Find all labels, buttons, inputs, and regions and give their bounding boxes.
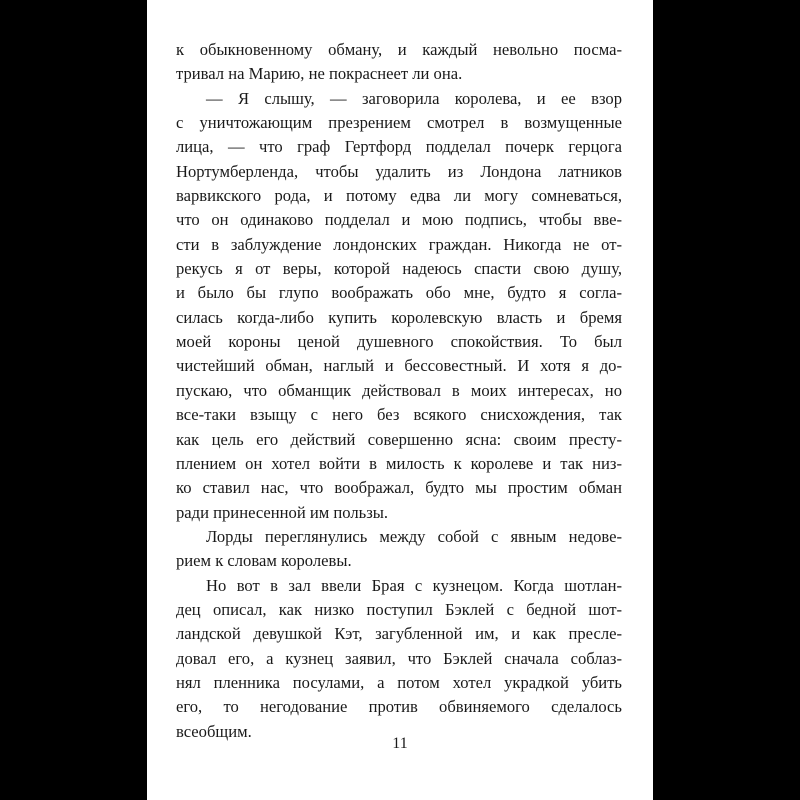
text-line: что он одинаково подделал и мою подпись, чтобы вве- <box>176 210 622 230</box>
text-line: плением он хотел войти в милость к королеве и так низ- <box>176 453 622 473</box>
paragraph <box>176 87 622 525</box>
text-line: довал его, а кузнец заявил, что Бэклей сначала соблаз- <box>176 648 622 668</box>
text-line: пускаю, что обманщик действовал в моих интересах, но <box>176 380 622 400</box>
text-line: все-таки взыщу с него без всякого снисхождения, так <box>176 405 622 425</box>
page-number: 11 <box>392 735 408 752</box>
text-line: Но вот в зал ввели Брая с кузнецом. Когда шотлан- <box>206 575 622 595</box>
paragraph <box>176 38 622 87</box>
page-text-block <box>176 38 622 744</box>
text-line: ради принесенной им пользы. <box>176 502 389 522</box>
text-line: рекусь я от веры, которой надеюсь спасти свою душу, <box>176 259 622 279</box>
text-line: с уничтожающим презрением смотрел в возмущенные <box>176 113 622 133</box>
text-line: и было бы глупо воображать обо мне, будто я согла- <box>176 283 622 303</box>
text-line: силась когда-либо купить королевскую власть и бремя <box>176 307 622 327</box>
text-line: моей короны ценой душевного спокойствия. То был <box>176 332 622 352</box>
text-line: как цель его действий совершенно ясна: своим престу- <box>176 429 622 449</box>
text-line: ландской девушкой Кэт, загубленной им, и как пресле- <box>176 624 622 644</box>
text-line: варвикского рода, и потому едва ли могу сомневаться, <box>176 186 622 206</box>
left-black-border <box>0 0 147 800</box>
text-line: к обыкновенному обману, и каждый невольно посма- <box>176 40 622 59</box>
text-line: тривал на Марию, не покраснеет ли она. <box>176 64 463 84</box>
text-line: его, то негодование против обвиняемого сделалось <box>176 697 622 717</box>
right-black-border <box>653 0 800 800</box>
text-line: чистейший обман, наглый и бессовестный. И хотя я до- <box>176 356 622 376</box>
text-line: Лорды переглянулись между собой с явным недове- <box>206 526 622 546</box>
text-line: нял пленника посулами, а потом хотел украдкой убить <box>176 672 622 692</box>
text-line: всеобщим. <box>176 721 252 741</box>
text-line: Нортумберленда, чтобы удалить из Лондона латников <box>176 161 622 181</box>
text-line: — Я слышу, — заговорила королева, и ее взор <box>206 88 622 108</box>
text-line: ко ставил нас, что воображал, будто мы простим обман <box>176 478 622 498</box>
book-page <box>147 0 653 800</box>
text-line: рием к словам королевы. <box>176 551 352 571</box>
text-line: лица, — что граф Гертфорд подделал почерк герцога <box>176 137 622 157</box>
paragraph <box>176 525 622 574</box>
text-line: дец описал, как низко поступил Бэклей с бедной шот- <box>176 599 622 619</box>
text-line: сти в заблуждение лондонских граждан. Никогда не от- <box>176 234 622 254</box>
paragraph <box>176 574 622 744</box>
